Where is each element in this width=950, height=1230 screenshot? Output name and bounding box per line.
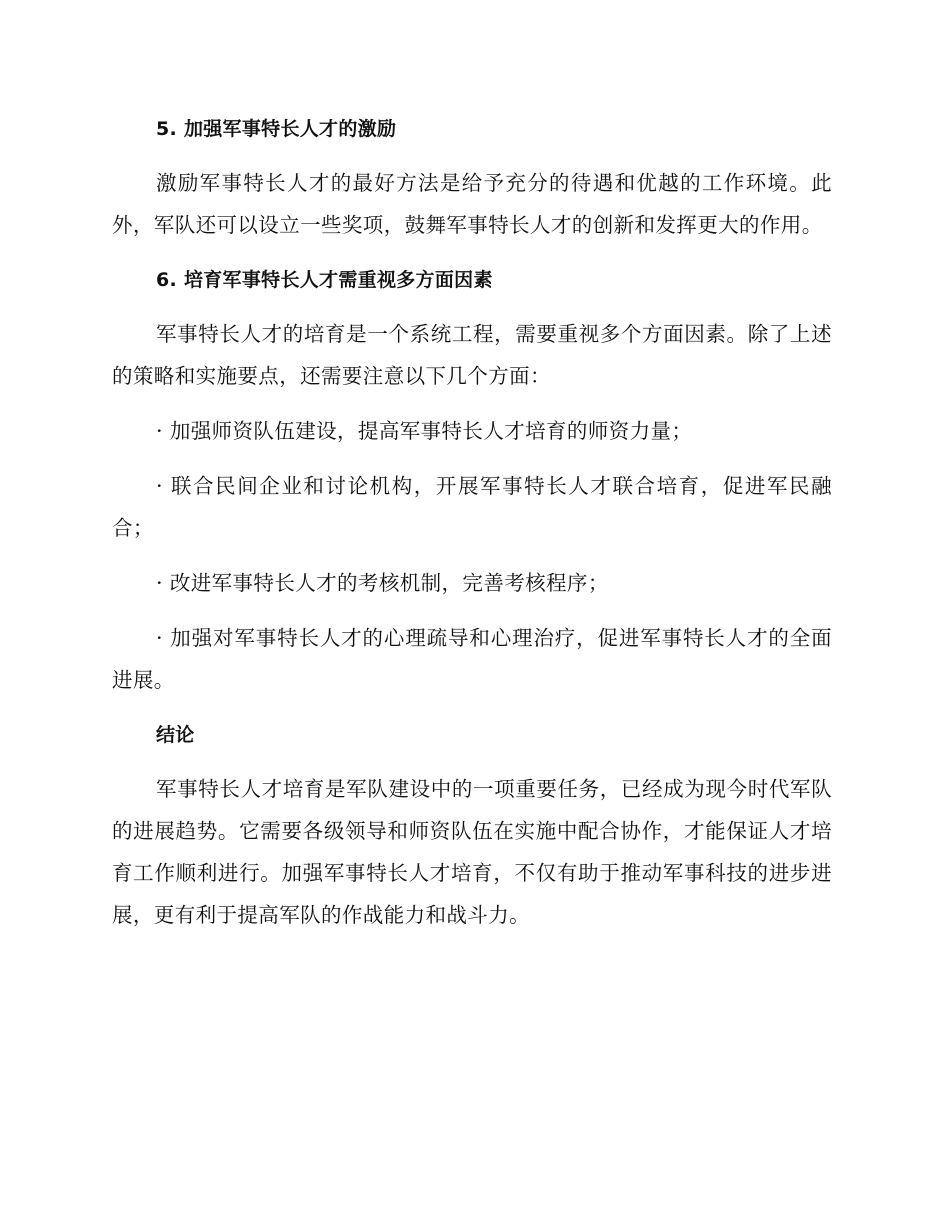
paragraph-conclusion: 军事特长人才培育是军队建设中的一项重要任务，已经成为现今时代军队的进展趋势。它需要各级领导和师资队伍在实施中配合协作，才能保证人才培育工作顺利进行。加强军事特长人才培育，不仅有助于推动军事科技的进步进展，更有利于提高军队的作战能力和战斗力。 [112,777,832,927]
bullet-item-civil-military: · 联合民间企业和讨论机构，开展军事特长人才联合培育，促进军民融合； [112,474,832,540]
bullet-item-psychology: · 加强对军事特长人才的心理疏导和心理治疗，促进军事特长人才的全面进展。 [112,626,832,692]
bullet-item-assessment: · 改进军事特长人才的考核机制，完善考核程序； [156,571,609,595]
section-heading-factors: 6. 培育军事特长人才需重视多方面因素 [156,269,493,291]
document-page [112,108,832,949]
section-heading-conclusion: 结论 [156,724,195,746]
paragraph-factors: 军事特长人才的培育是一个系统工程，需要重视多个方面因素。除了上述的策略和实施要点，还需要注意以下几个方面： [112,322,832,388]
paragraph-incentives: 激励军事特长人才的最好方法是给予充分的待遇和优越的工作环境。此外，军队还可以设立一些奖项，鼓舞军事特长人才的创新和发挥更大的作用。 [112,171,832,237]
bullet-item-teachers: · 加强师资队伍建设，提高军事特长人才培育的师资力量； [156,419,693,443]
section-heading-incentives: 5. 加强军事特长人才的激励 [156,118,397,140]
